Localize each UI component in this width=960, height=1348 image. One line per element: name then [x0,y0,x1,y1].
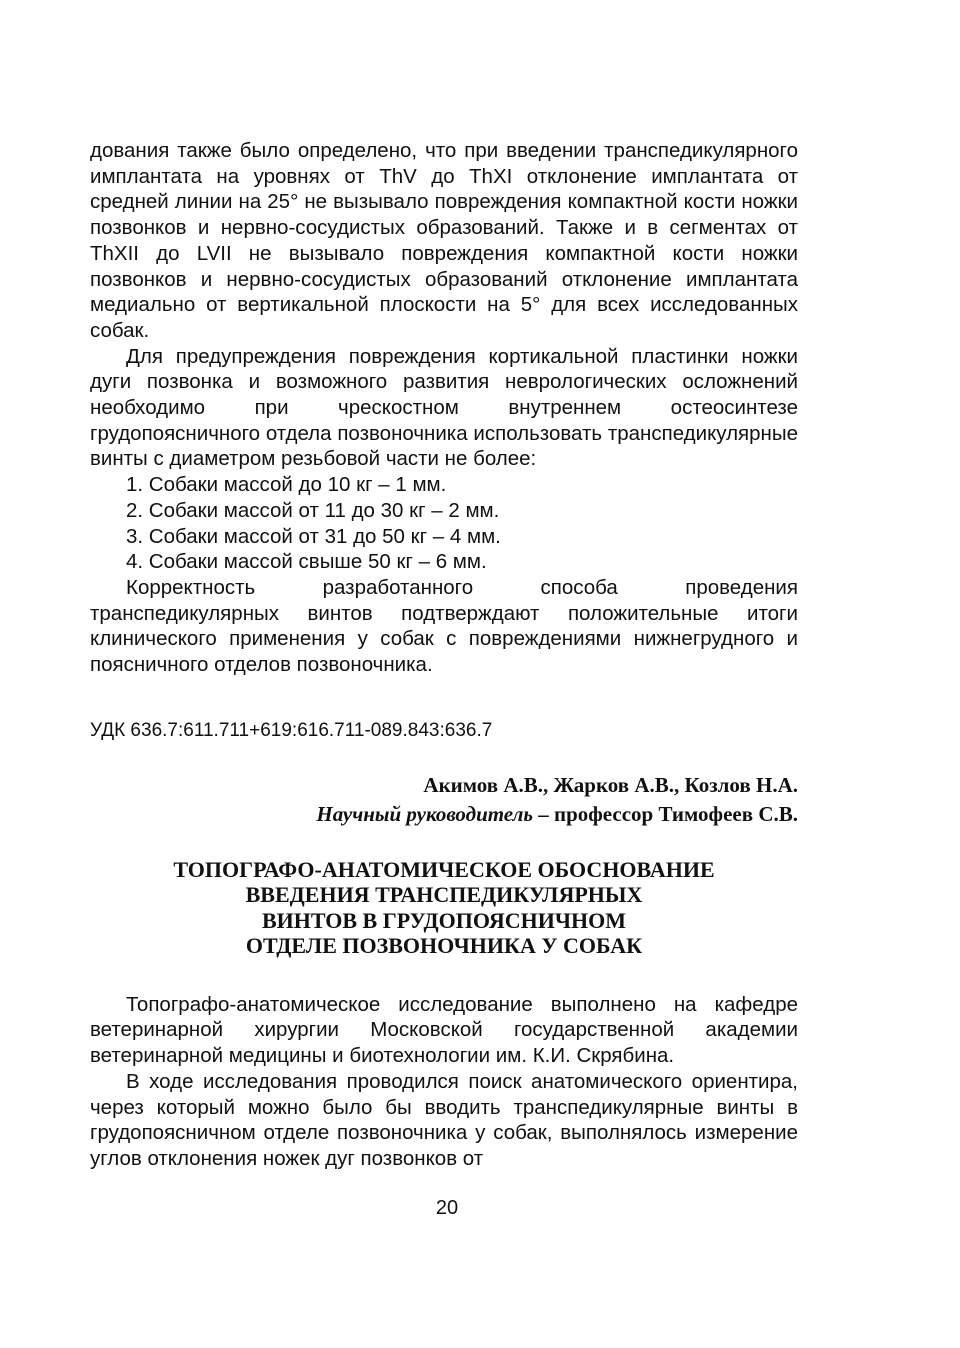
intro-paragraph: Топографо-анатомическое исследование выполнено на кафедре ветеринарной хирургии Московской государственной академии ветеринарной медицины и биотехнологии им. К.И. Скрябина. [90,992,798,1068]
title-line: ВИНТОВ В ГРУДОПОЯСНИЧНОМ [261,907,627,933]
list-item: 2. Собаки массой от 11 до 30 кг – 2 мм. [126,498,500,522]
conclusion-paragraph: Корректность разработанного способа проведения транспедикулярных винтов подтверждают положительные итоги клинического применения у собак с повреждениями нижнегрудного и поясничного отделов позвоночника. [90,575,798,677]
supervisor-name: – профессор Тимофеев С.В. [532,801,798,826]
page-number: 20 [435,1197,459,1219]
document-page [90,138,798,1172]
supervisor-label: Научный руководитель [316,801,533,826]
udk-code: УДК 636.7:611.711+619:616.711-089.843:636.7 [90,719,493,741]
continuation-paragraph: дования также было определено, что при введении транспедикулярного имплантата на уровнях от ThV до ThXI отклонение имплантата от средней линии на 25° не вызывало повреждения компактной кости ножки позвонков и нервно-сосудистых образований. Также и в сегментах от ThXII до LVII не вызывало повреждения компактной кости ножки позвонков и нервно-сосудистых образований отклонение имплантата медиально от вертикальной плоскости на 5° для всех исследованных собак. [90,139,798,342]
screw-diameter-list [90,472,798,575]
authors-block [90,771,798,829]
title-line: ТОПОГРАФО-АНАТОМИЧЕСКОЕ ОБОСНОВАНИЕ [173,856,715,882]
list-item: 4. Собаки массой свыше 50 кг – 6 мм. [126,550,487,574]
article-title [90,857,798,959]
article-body [90,992,798,1172]
list-item: 3. Собаки массой от 31 до 50 кг – 4 мм. [126,524,501,548]
recommendation-paragraph: Для предупреждения повреждения кортикальной пластинки ножки дуги позвонка и возможного развития неврологических осложнений необходимо при чрескостном внутреннем остеосинтезе грудопоясничного отдела позвоночника использовать транспедикулярные винты с диаметром резьбовой части не более: [90,344,798,471]
supervisor-line [90,800,798,829]
title-line: ОТДЕЛЕ ПОЗВОНОЧНИКА У СОБАК [245,933,643,959]
author-names: Акимов А.В., Жарков А.В., Козлов Н.А. [423,772,798,797]
methods-paragraph: В ходе исследования проводился поиск анатомического ориентира, через который можно было бы вводить транспедикулярные винты в грудопоясничном отделе позвоночника у собак, выполнялось измерение углов отклонения ножек дуг позвонков от [90,1069,798,1170]
title-line: ВВЕДЕНИЯ ТРАНСПЕДИКУЛЯРНЫХ [245,882,643,908]
list-item: 1. Собаки массой до 10 кг – 1 мм. [126,473,447,497]
